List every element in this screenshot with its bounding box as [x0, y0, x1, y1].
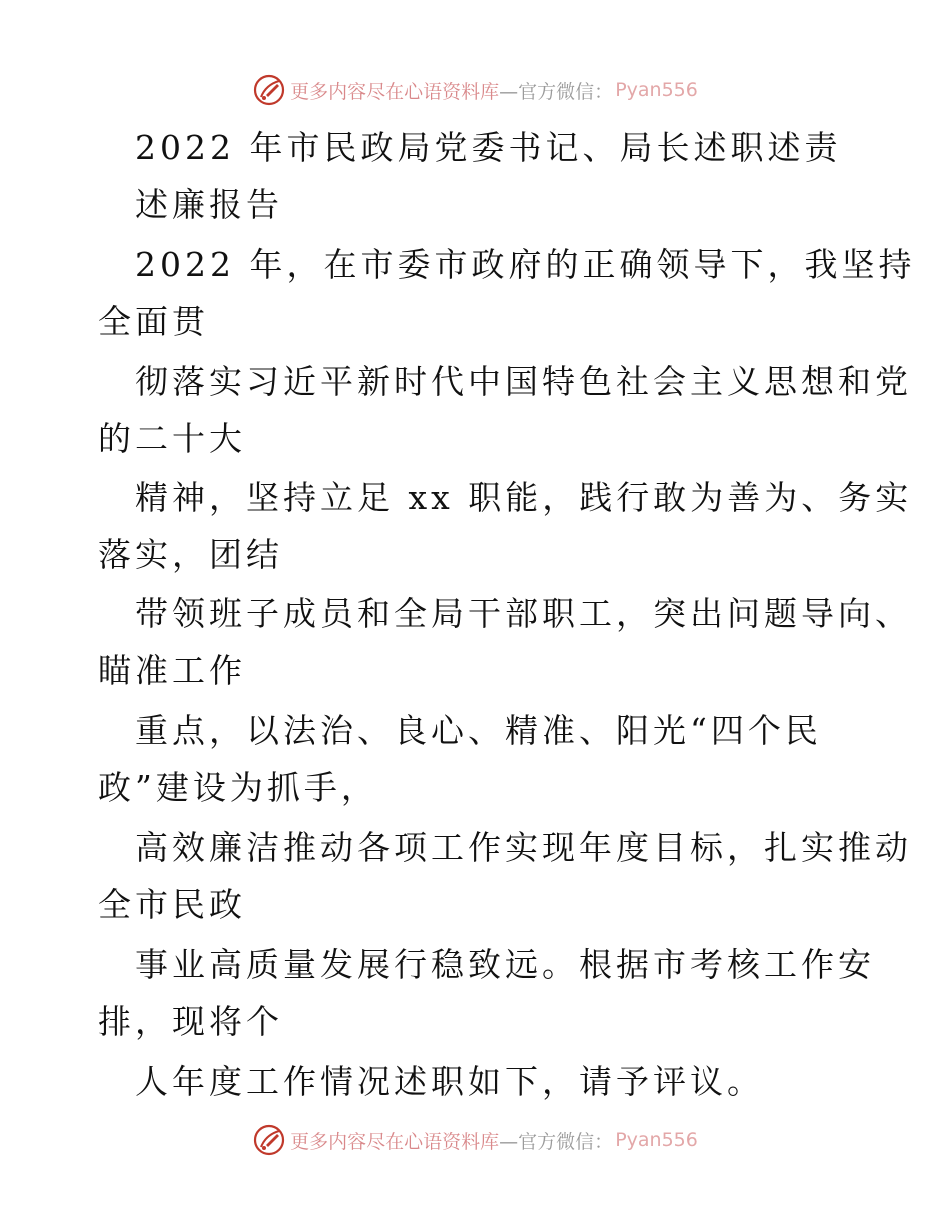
paragraph-line: 2022 年，在市委市政府的正确领导下，我坚持 — [135, 245, 916, 284]
paragraph-line: 排，现将个 — [98, 1002, 283, 1041]
paragraph-line: 重点，以法治、良心、精准、阳光“四个民 — [135, 711, 822, 750]
paragraph-line: 高效廉洁推动各项工作实现年度目标，扎实推动 — [135, 828, 912, 867]
document-title-line-2: 述廉报告 — [135, 185, 283, 224]
watermark-separator: —官方微信： — [499, 80, 614, 103]
paragraph-line: 全面贯 — [98, 302, 209, 341]
paragraph-line: 的二十大 — [98, 419, 246, 458]
watermark-header — [0, 72, 950, 108]
watermark-wechat-id: Pyan556 — [615, 79, 698, 101]
watermark-text: 更多内容尽在心语资料库 — [290, 80, 500, 103]
paragraph-line: 落实，团结 — [98, 535, 283, 574]
paragraph-line: 带领班子成员和全局干部职工，突出问题导向、 — [135, 594, 912, 633]
paragraph-line: 事业高质量发展行稳致远。根据市考核工作安 — [135, 945, 875, 984]
paragraph-line: 彻落实习近平新时代中国特色社会主义思想和党 — [135, 362, 912, 401]
document-title-line-1: 2022 年市民政局党委书记、局长述职述责 — [135, 128, 842, 167]
pen-logo-icon — [252, 73, 286, 107]
watermark-wechat-id: Pyan556 — [615, 1129, 698, 1151]
pen-logo-icon — [252, 1123, 286, 1157]
paragraph-line: 全市民政 — [98, 885, 246, 924]
paragraph-line: 人年度工作情况述职如下，请予评议。 — [135, 1062, 764, 1101]
watermark-footer — [0, 1122, 950, 1158]
watermark-separator: —官方微信： — [499, 1130, 614, 1153]
paragraph-line: 瞄准工作 — [98, 651, 246, 690]
paragraph-line: 精神，坚持立足 xx 职能，践行敢为善为、务实 — [135, 478, 913, 517]
paragraph-line: 政”建设为抓手， — [98, 768, 378, 807]
watermark-text: 更多内容尽在心语资料库 — [290, 1130, 500, 1153]
